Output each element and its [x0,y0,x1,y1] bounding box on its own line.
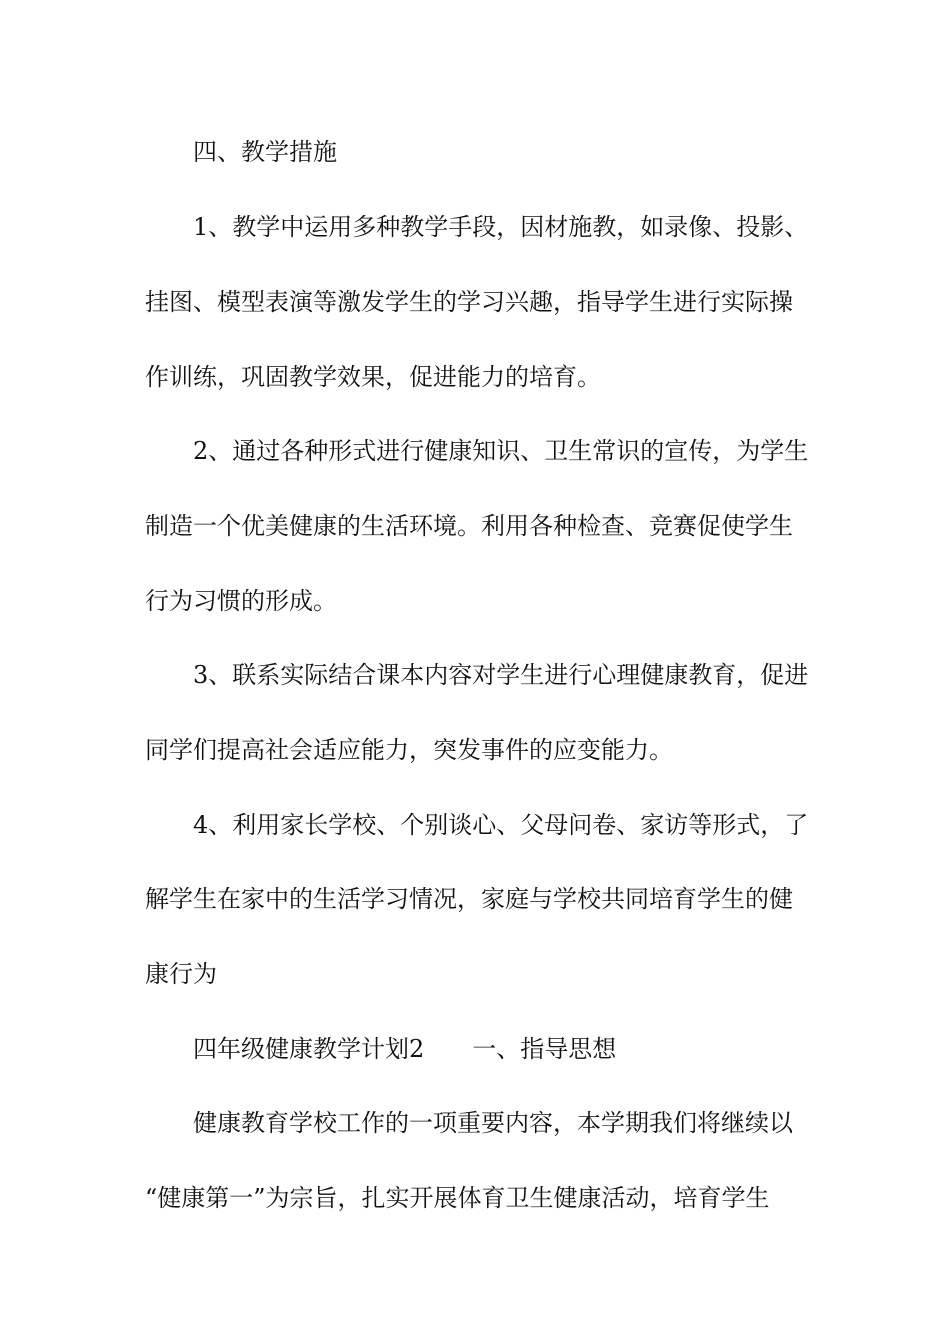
paragraph-line: 4、利用家长学校、个别谈心、父母问卷、家访等形式，了 [193,811,809,839]
paragraph-line: 3、联系实际结合课本内容对学生进行心理健康教育，促进 [193,661,809,689]
paragraph-line: “健康第一”为宗旨，扎实开展体育卫生健康活动，培育学生 [145,1184,770,1212]
paragraph-line: 1、教学中运用多种教学手段，因材施教，如录像、投影、 [193,213,809,241]
paragraph-line: 解学生在家中的生活学习情况，家庭与学校共同培育学生的健 [145,885,793,913]
paragraph-line: 作训练，巩固教学效果，促进能力的培育。 [145,363,601,391]
paragraph-line: 行为习惯的形成。 [145,587,337,615]
subsection-heading: 一、指导思想 [472,1035,617,1063]
paragraph-line: 健康教育学校工作的一项重要内容，本学期我们将继续以 [193,1109,793,1137]
paragraph-line: 挂图、模型表演等激发学生的学习兴趣，指导学生进行实际操 [145,288,793,316]
paragraph-line: 康行为 [145,960,217,988]
paragraph-line: 同学们提高社会适应能力，突发事件的应变能力。 [145,736,673,764]
plan-title: 四年级健康教学计划2 [193,1035,425,1063]
plan-title-line [193,1034,858,1064]
paragraph-line: 制造一个优美健康的生活环境。利用各种检查、竞赛促使学生 [145,512,793,540]
section-heading: 四、教学措施 [193,138,337,166]
paragraph-line: 2、通过各种形式进行健康知识、卫生常识的宣传，为学生 [193,437,809,465]
